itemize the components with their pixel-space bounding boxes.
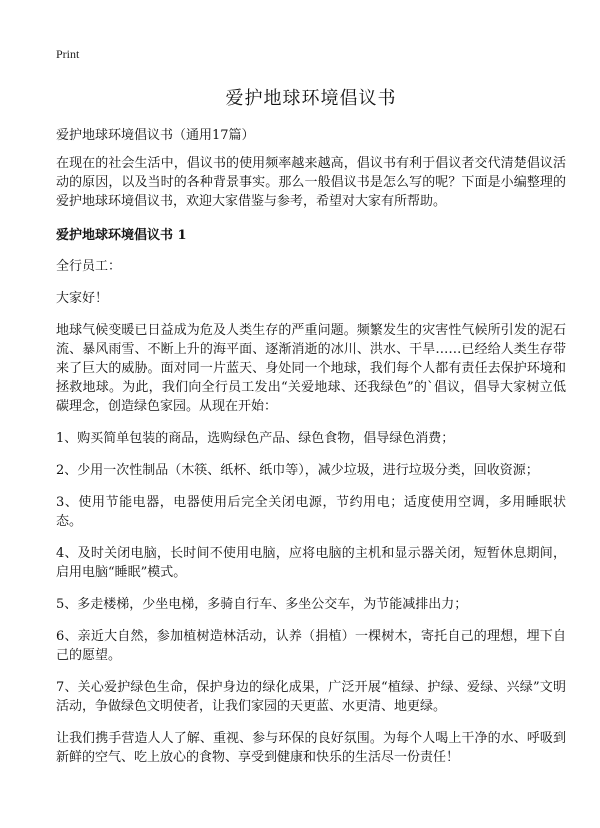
salutation-staff: 全行员工： (56, 259, 122, 274)
list-item: 6、亲近大自然，参加植树造林活动，认养（捐植）一棵树木，寄托自己的理想，埋下自己的愿望。 (56, 629, 566, 663)
list-item: 3、使用节能电器，电器使用后完全关闭电源，节约用电；适度使用空调，多用睡眠状态。 (56, 495, 566, 529)
document-title: 爱护地球环境倡议书 (225, 88, 397, 109)
document-subtitle: 爱护地球环境倡议书（通用17篇） (56, 128, 255, 143)
list-item: 7、关心爱护绿色生命，保护身边的绿化成果，广泛开展“植绿、护绿、爱绿、兴绿”文明活动，争做绿色文明使者，让我们家园的天更蓝、水更清、地更绿。 (56, 680, 566, 714)
body-intro-paragraph: 地球气候变暖已日益成为危及人类生存的严重问题。频繁发生的灾害性气候所引发的泥石流、暴风雨雪、不断上升的海平面、逐渐消逝的冰川、洪水、干旱……已经给人类生存带来了巨大的威胁。面对同一片蓝天、身处同一个地球，我们每个人都有责任去保护环境和拯救地球。为此，我们向全行员工发出“关爱地球、还我绿色”的`倡议，倡导大家树立低碳理念，创造绿色家园。从现在开始： (56, 323, 566, 414)
list-item: 5、多走楼梯，少坐电梯，多骑自行车、多坐公交车，为节能减排出力； (56, 597, 468, 612)
section-heading: 爱护地球环境倡议书 1 (56, 228, 187, 243)
list-item: 1、购买简单包装的商品，选购绿色产品、绿色食物，倡导绿色消费； (56, 431, 455, 446)
list-item: 2、少用一次性制品（木筷、纸杯、纸巾等），减少垃圾，进行垃圾分类，回收资源； (56, 463, 539, 478)
closing-paragraph: 让我们携手营造人人了解、重视、参与环保的良好氛围。为每个人喝上干净的水、呼吸到新鲜的空气、吃上放心的食物、享受到健康和快乐的生活尽一份责任！ (56, 731, 566, 765)
intro-paragraph: 在现在的社会生活中，倡议书的使用频率越来越高，倡议书有利于倡议者交代清楚倡议活动的原因，以及当时的各种背景事实。那么一般倡议书是怎么写的呢？下面是小编整理的爱护地球环境倡议书，欢迎大家借鉴与参考，希望对大家有所帮助。 (56, 156, 566, 209)
salutation-greeting: 大家好！ (56, 291, 109, 306)
print-link[interactable]: Print (56, 47, 80, 61)
list-item: 4、及时关闭电脑，长时间不使用电脑，应将电脑的主机和显示器关闭，短暂休息期间，启用电脑“睡眠”模式。 (56, 546, 566, 580)
